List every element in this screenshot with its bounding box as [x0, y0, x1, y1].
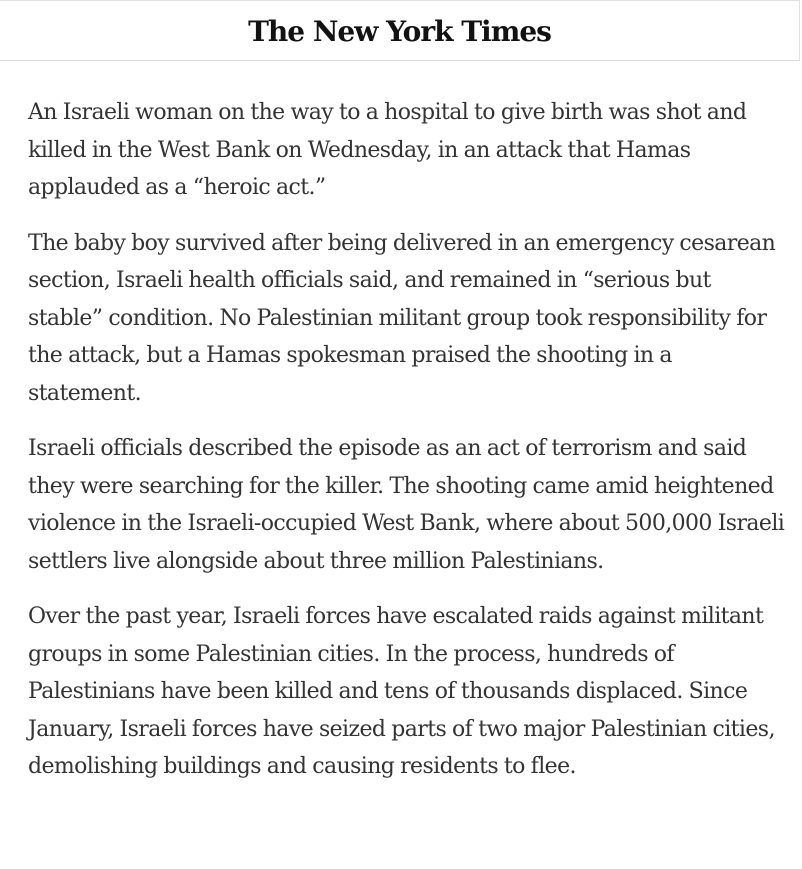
article-paragraph: Over the past year, Israeli forces have escalated raids against militant groups in some Palestinian cities. In the process, hundreds of Palestinians have been killed and tens of thousands displaced. Since January, Israeli forces have seized parts of two major Palestinian cities, demolishing buildings and causing residents to flee. — [28, 604, 775, 779]
article-paragraph: Israeli officials described the episode as an act of terrorism and said they were searching for the killer. The shooting came amid heightened violence in the Israeli-occupied West Bank, where about 500,000 Israeli settlers live alongside about three million Palestinians. — [28, 436, 785, 574]
nyt-logo[interactable]: The New York Times — [248, 15, 551, 48]
article-paragraph: The baby boy survived after being delivered in an emergency cesarean section, Israeli health officials said, and remained in “serious but stable” condition. No Palestinian militant group took responsibility for the attack, but a Hamas spokesman praised the shooting in a statement. — [28, 230, 776, 406]
article-paragraph: An Israeli woman on the way to a hospital to give birth was shot and killed in the West Bank on Wednesday, in an attack that Hamas applauded as a “heroic act.” — [28, 100, 747, 200]
article-body — [28, 94, 788, 804]
masthead — [0, 0, 800, 61]
